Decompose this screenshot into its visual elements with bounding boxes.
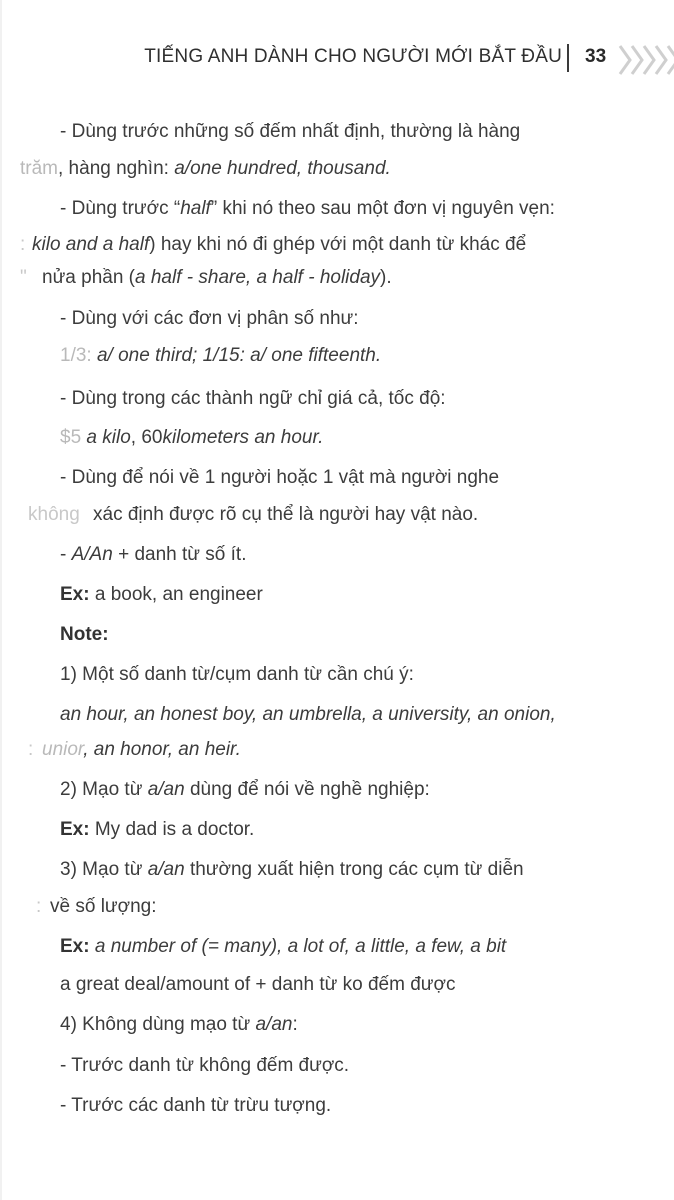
line-text: 4) Không dùng mạo từ [60,1014,256,1035]
text-line [60,818,254,842]
text-line [93,503,478,527]
text-line [60,387,446,411]
text-line [60,466,499,490]
line-italic: a number of (= many), a lot of, a little, a few, a bit [89,936,507,957]
text-line [60,344,381,368]
line-text: xác định được rõ cụ thể là người hay vật nào. [93,504,479,525]
line-suffix: + danh từ số ít. [112,544,247,565]
text-line [60,1013,298,1037]
line-italic: a/one hundred, thousand. [174,158,391,179]
text-line [60,623,109,647]
line-text: - Dùng trong các thành ngữ chỉ giá cả, tốc độ: [60,388,446,409]
margin-fragment: " [20,267,27,288]
line-italic: a/an [147,859,185,880]
text-line [60,426,323,450]
line-suffix: : [292,1014,298,1035]
line-italic: a half - share, a half - holiday [135,267,381,288]
text-line [60,197,555,221]
text-line [60,663,414,687]
line-text: a great deal/amount of + danh từ ko đếm được [60,974,456,995]
line-text: - Dùng trước “ [60,198,181,219]
line-italic: an hour, an honest boy, an umbrella, a university, an onion, [60,704,556,725]
text-line [60,778,430,802]
text-line [42,738,241,762]
line-italic: , an honor, an heir. [83,739,241,760]
text-line [60,703,556,727]
text-line [60,935,506,959]
line-prefix: trăm [20,158,58,179]
text-line [60,973,455,997]
margin-fragment: : [20,234,26,255]
line-text: - Trước danh từ không đếm được. [60,1055,350,1076]
text-line [60,1054,349,1078]
line-text: 1) Một số danh từ/cụm danh từ cần chú ý: [60,664,414,685]
line-italic: A/An [71,544,113,565]
line-italic: half [180,198,211,219]
line-text: ) hay khi nó đi ghép với một danh từ khác để [149,234,527,255]
line-text: - Trước các danh từ trừu tượng. [60,1095,332,1116]
text-line [60,307,359,331]
text-line [60,858,524,882]
text-line [32,233,526,257]
line-italic: a/an [147,779,185,800]
line-text: 2) Mạo từ [60,779,148,800]
text-line [20,157,391,181]
text-line [50,895,157,919]
line-italic: a/an [255,1014,293,1035]
text-line [60,543,246,567]
line-text: 1/3: [60,345,97,366]
line-text: - Dùng trước những số đếm nhất định, thường là hàng [60,121,521,142]
line-text: nửa phần ( [42,267,136,288]
line-italic: kilometers an hour. [162,427,324,448]
line-suffix: thường xuất hiện trong các cụm từ diễn [184,859,524,880]
header-title: TIẾNG ANH DÀNH CHO NGƯỜI MỚI BẮT ĐẦU [144,46,562,67]
text-line [60,120,520,144]
line-suffix: dùng để nói về nghề nghiệp: [184,779,430,800]
line-prefix: về [50,896,71,917]
line-italic: a/ one third; 1/15: a/ one fifteenth. [96,345,382,366]
text-line [42,266,392,290]
page-number: 33 [585,46,607,67]
line-text: - Dùng để nói về 1 người hoặc 1 vật mà người nghe [60,467,500,488]
line-italic: a kilo [86,427,131,448]
margin-fragment: không [28,504,80,525]
line-text: 3) Mạo từ [60,859,148,880]
line-text: số lượng: [70,896,157,917]
line-prefix: unior [42,739,84,760]
line-suffix: ” khi nó theo sau một đơn vị nguyên vẹn: [210,198,555,219]
note-heading: Note: [60,624,109,645]
example-label: Ex: [60,819,90,840]
line-text: - Dùng với các đơn vị phân số như: [60,308,359,329]
line-text: My dad is a doctor. [89,819,255,840]
line-text: , 60 [130,427,163,448]
margin-fragment: : [28,739,34,760]
line-prefix: $5 [60,427,87,448]
text-line [60,1094,331,1118]
text-line [60,583,263,607]
line-suffix: ). [380,267,392,288]
line-text: a book, an engineer [89,584,263,605]
line-text: , hàng nghìn: [58,158,175,179]
example-label: Ex: [60,584,90,605]
line-text: - [60,544,72,565]
line-italic: kilo and a half [32,234,150,255]
example-label: Ex: [60,936,90,957]
margin-fragment: : [36,896,42,917]
